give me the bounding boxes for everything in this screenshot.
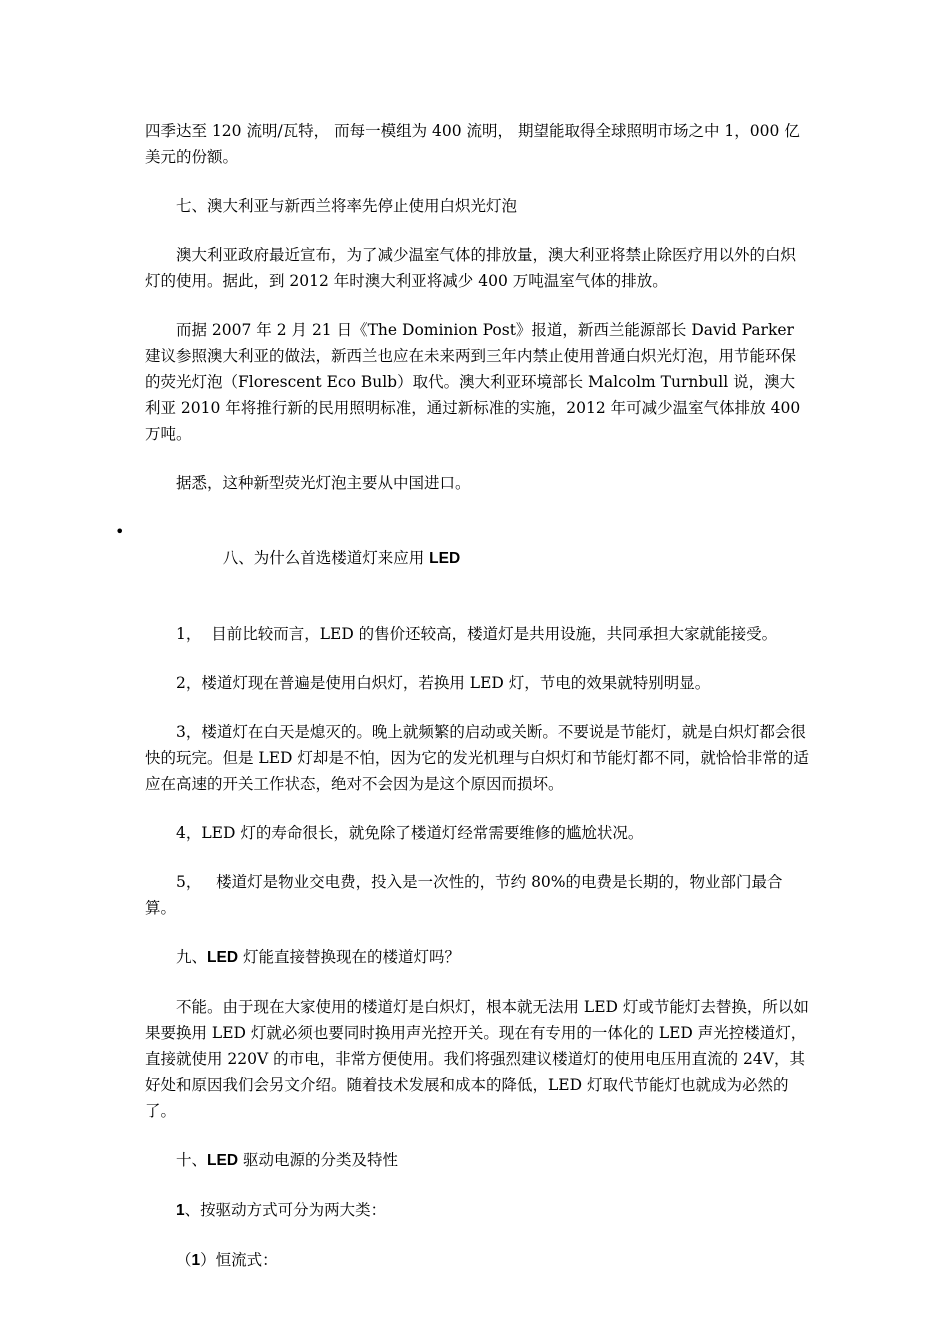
subheading-constant-current-number: 1 <box>191 1252 201 1269</box>
subheading-drive-types-number: 1 <box>176 1202 185 1219</box>
list-item-3: 3，楼道灯在白天是熄灭的。晚上就频繁的启动或关断。不要说是节能灯，就是白炽灯都会很快的玩完。但是 LED 灯却是不怕，因为它的发光机理与白炽灯和节能灯都不同，就恰恰非常的适应在高速的开关工作状态，绝对不会因为是这个原因而损坏。 <box>145 723 809 793</box>
bullet-icon: • <box>115 522 125 541</box>
subheading-constant-current-open: （ <box>176 1251 192 1269</box>
heading-section-10 <box>145 1147 810 1174</box>
heading-section-8-text: 八、为什么首选楼道灯来应用 <box>222 549 430 567</box>
subheading-drive-types-text: 、按驱动方式可分为两大类： <box>184 1201 387 1219</box>
heading-section-9-led: LED <box>207 949 239 966</box>
heading-section-10-prefix: 十、 <box>176 1151 208 1169</box>
heading-section-9 <box>145 944 810 971</box>
list-item-5: 5， 楼道灯是物业交电费，投入是一次性的，节约 80%的电费是长期的，物业部门最合算。 <box>145 873 783 917</box>
subheading-constant-current <box>145 1247 810 1274</box>
paragraph-replacement-answer: 不能。由于现在大家使用的楼道灯是白炽灯，根本就无法用 LED 灯或节能灯去替换，所以如果要换用 LED 灯就必须也要同时换用声光控开关。现在有专用的一体化的 LED 声光控楼道灯，直接就使用 220V 的市电，非常方便使用。我们将强烈建议楼道灯的使用电压用直流的 24V，其好处和原因我们会另文介绍。随着技术发展和成本的降低，LED 灯取代节能灯也就成为必然的了。 <box>145 998 809 1120</box>
heading-section-9-prefix: 九、 <box>176 948 208 966</box>
heading-section-10-text: 驱动电源的分类及特性 <box>238 1151 398 1169</box>
heading-section-7: 七、澳大利亚与新西兰将率先停止使用白炽光灯泡 <box>176 197 518 215</box>
list-item-4: 4，LED 灯的寿命很长，就免除了楼道灯经常需要维修的尴尬状况。 <box>176 824 644 842</box>
paragraph-australia-ban: 澳大利亚政府最近宣布，为了减少温室气体的排放量，澳大利亚将禁止除医疗用以外的白炽灯的使用。据此，到 2012 年时澳大利亚将减少 400 万吨温室气体的排放。 <box>145 246 797 290</box>
list-item-1: 1， 目前比较而言，LED 的售价还较高，楼道灯是共用设施，共同承担大家就能接受。 <box>176 625 778 643</box>
document-page <box>115 118 810 1297</box>
heading-section-9-text: 灯能直接替换现在的楼道灯吗？ <box>238 948 460 966</box>
heading-section-8-led: LED <box>429 550 461 567</box>
subheading-constant-current-text: ）恒流式： <box>200 1251 278 1269</box>
paragraph-new-zealand-report: 而据 2007 年 2 月 21 日《The Dominion Post》报道，新西兰能源部长 David Parker 建议参照澳大利亚的做法，新西兰也应在未来两到三年内禁止使用普通白炽光灯泡，用节能环保的荧光灯泡（Florescent Eco Bulb）取代。澳大利亚环境部长 Malcolm Turnbull 说，澳大利亚 2010 年将推行新的民用照明标准，通过新标准的实施，2012 年可减少温室气体排放 400 万吨。 <box>145 321 806 443</box>
subheading-drive-types <box>145 1197 810 1224</box>
paragraph-lumen-target: 四季达至 120 流明/瓦特， 而每一模组为 400 流明， 期望能取得全球照明市场之中 1，000 亿美元的份额。 <box>145 122 800 166</box>
paragraph-import-source: 据悉，这种新型荧光灯泡主要从中国进口。 <box>176 474 471 492</box>
heading-section-8 <box>115 519 810 598</box>
list-item-2: 2，楼道灯现在普遍是使用白炽灯，若换用 LED 灯，节电的效果就特别明显。 <box>176 674 711 692</box>
heading-section-10-led: LED <box>207 1152 239 1169</box>
